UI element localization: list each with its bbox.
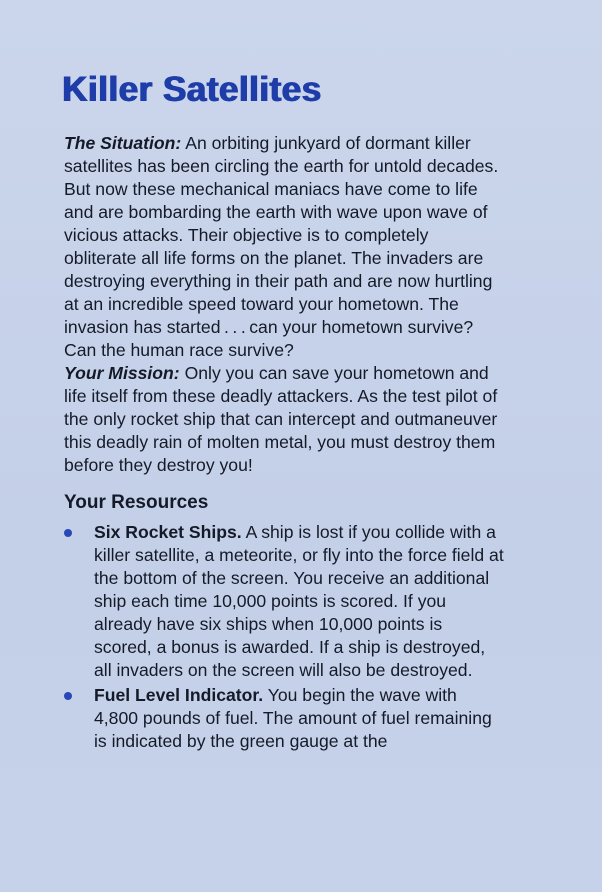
situation-text: An orbiting junkyard of dormant killer satellites has been circling the earth for untold decades. But now these mechanical maniacs have come to life and are bombarding the earth with wave upon wave of vicious attacks. Their objective is to completely obliterate all life forms on the planet. The invaders are destroying everything in their path and are now hurtling at an incredible speed toward your hometown. The invasion has started . . . can your hometown survive? Can the human race survive?	[64, 133, 499, 360]
page-title: Killer Satellites	[62, 70, 322, 109]
resource-item-title: Fuel Level Indicator.	[94, 685, 264, 705]
resources-heading: Your Resources	[64, 492, 209, 513]
situation-lead: The Situation:	[64, 133, 182, 153]
page-body	[64, 132, 504, 755]
resource-item-text: A ship is lost if you collide with a killer satellite, a meteorite, or fly into the force field at the bottom of the screen. You receive an additional ship each time 10,000 points is scored. If you already have six ships when 10,000 points is scored, a bonus is awarded. If a ship is destroyed, all invaders on the screen will also be destroyed.	[94, 522, 504, 680]
resource-item-text: You begin the wave with 4,800 pounds of fuel. The amount of fuel remaining is indicated by the green gauge at the	[94, 685, 492, 751]
resources-list	[64, 521, 504, 753]
bullet-icon	[64, 692, 72, 700]
resource-item-fuel-level	[64, 684, 504, 753]
resource-item-title: Six Rocket Ships.	[94, 522, 242, 542]
mission-paragraph	[64, 362, 504, 477]
mission-text: Only you can save your hometown and life itself from these deadly attackers. As the test pilot of the only rocket ship that can intercept and outmaneuver this deadly rain of molten metal, you must destroy them before they destroy you!	[64, 363, 498, 475]
resource-item-rocket-ships	[64, 521, 504, 682]
mission-lead: Your Mission:	[64, 363, 180, 383]
bullet-icon	[64, 529, 72, 537]
situation-paragraph	[64, 132, 504, 362]
